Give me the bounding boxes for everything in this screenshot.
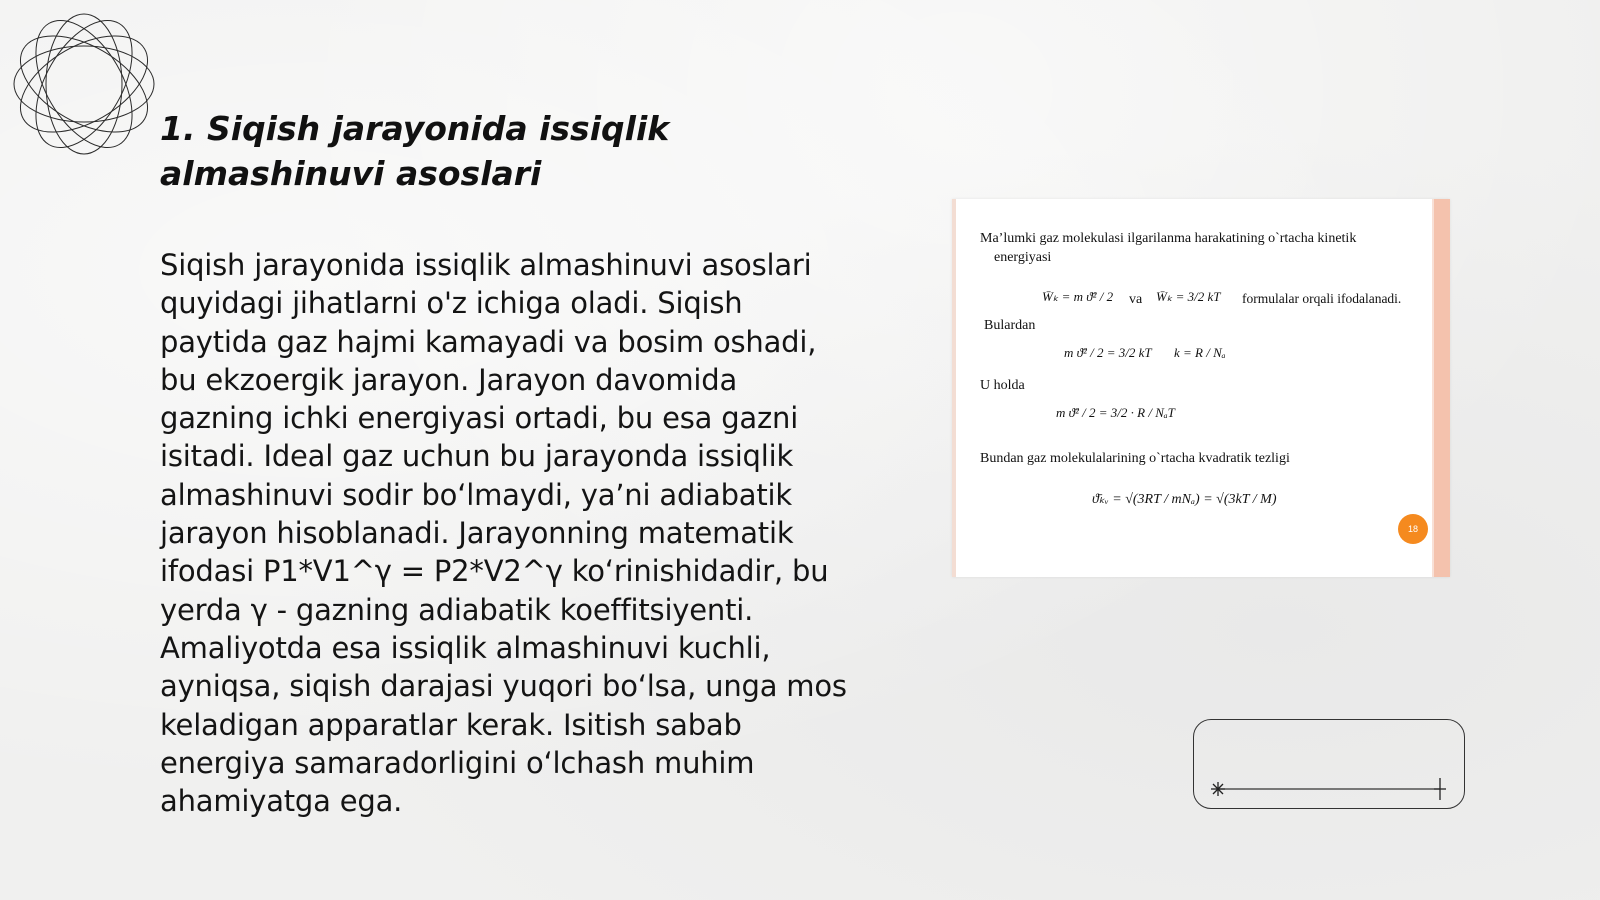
image-line-intro: Ma’lumki gaz molekulasi ilgarilanma harakatining o`rtacha kinetik <box>980 231 1357 246</box>
sparkle-icon <box>1211 782 1225 796</box>
decorative-line-icon <box>1194 720 1466 810</box>
image-left-edge <box>952 199 956 577</box>
formula-kinetic-1: W̄ₖ = m ϑ̄² / 2 <box>1042 289 1114 304</box>
image-line-uholda: U holda <box>980 378 1025 393</box>
image-right-bar <box>1434 199 1450 577</box>
page-number-badge: 18 <box>1398 514 1428 544</box>
slide-body-text: Siqish jarayonida issiqlik almashinuvi asoslari quyidagi jihatlarni o'z ichiga oladi. Siqish paytida gaz hajmi kamayadi va bosim oshadi, bu ekzoergik jarayon. Jarayon davomida gazning ichki energiyasi ortadi, bu esa gazni isitadi. Ideal gaz uchun bu jarayonda issiqlik almashinuvi sodir bo‘lmaydi, ya’ni adiabatik jarayon hisoblanadi. Jarayonning matematik ifodasi P1*V1^γ = P2*V2^γ ko‘rinishidadir, bu yerda γ - gazning adiabatik koeffitsiyenti. Amaliyotda esa issiqlik almashinuvi kuchli, ayniqsa, siqish darajasi yuqori bo‘lsa, unga mos keladigan apparatlar kerak. Isitish sabab energiya samaradorligini o‘lchash muhim ahamiyatga ega. <box>160 248 847 819</box>
decorative-circle-icon <box>10 10 158 158</box>
formula-kinetic-2: W̄ₖ = 3/2 kT <box>1156 289 1221 304</box>
formula-va: va <box>1129 292 1143 307</box>
decorative-box <box>1193 719 1465 809</box>
image-line-bundan: Bundan gaz molekulalarining o`rtacha kvadratik tezligi <box>980 451 1290 466</box>
formula-rms-speed: ϑ̄ₖᵥ = √(3RT / mNₐ) = √(3kT / M) <box>1092 492 1277 507</box>
formula-boltzmann: k = R / Nₐ <box>1174 345 1226 360</box>
formula-equality-2: m ϑ̄² / 2 = 3/2 · R / NₐT <box>1056 405 1175 420</box>
formula-description: formulalar orqali ifodalanadi. <box>1242 291 1402 306</box>
image-line-bulardan: Bulardan <box>984 318 1036 333</box>
slide-title: 1. Siqish jarayonida issiqlik almashinuvi asoslari <box>160 109 670 193</box>
plus-icon <box>1434 778 1446 800</box>
image-line-intro-cont: energiyasi <box>994 250 1052 265</box>
formula-slide-image <box>952 199 1450 577</box>
formula-equality-1: m ϑ̄² / 2 = 3/2 kT <box>1064 345 1152 360</box>
